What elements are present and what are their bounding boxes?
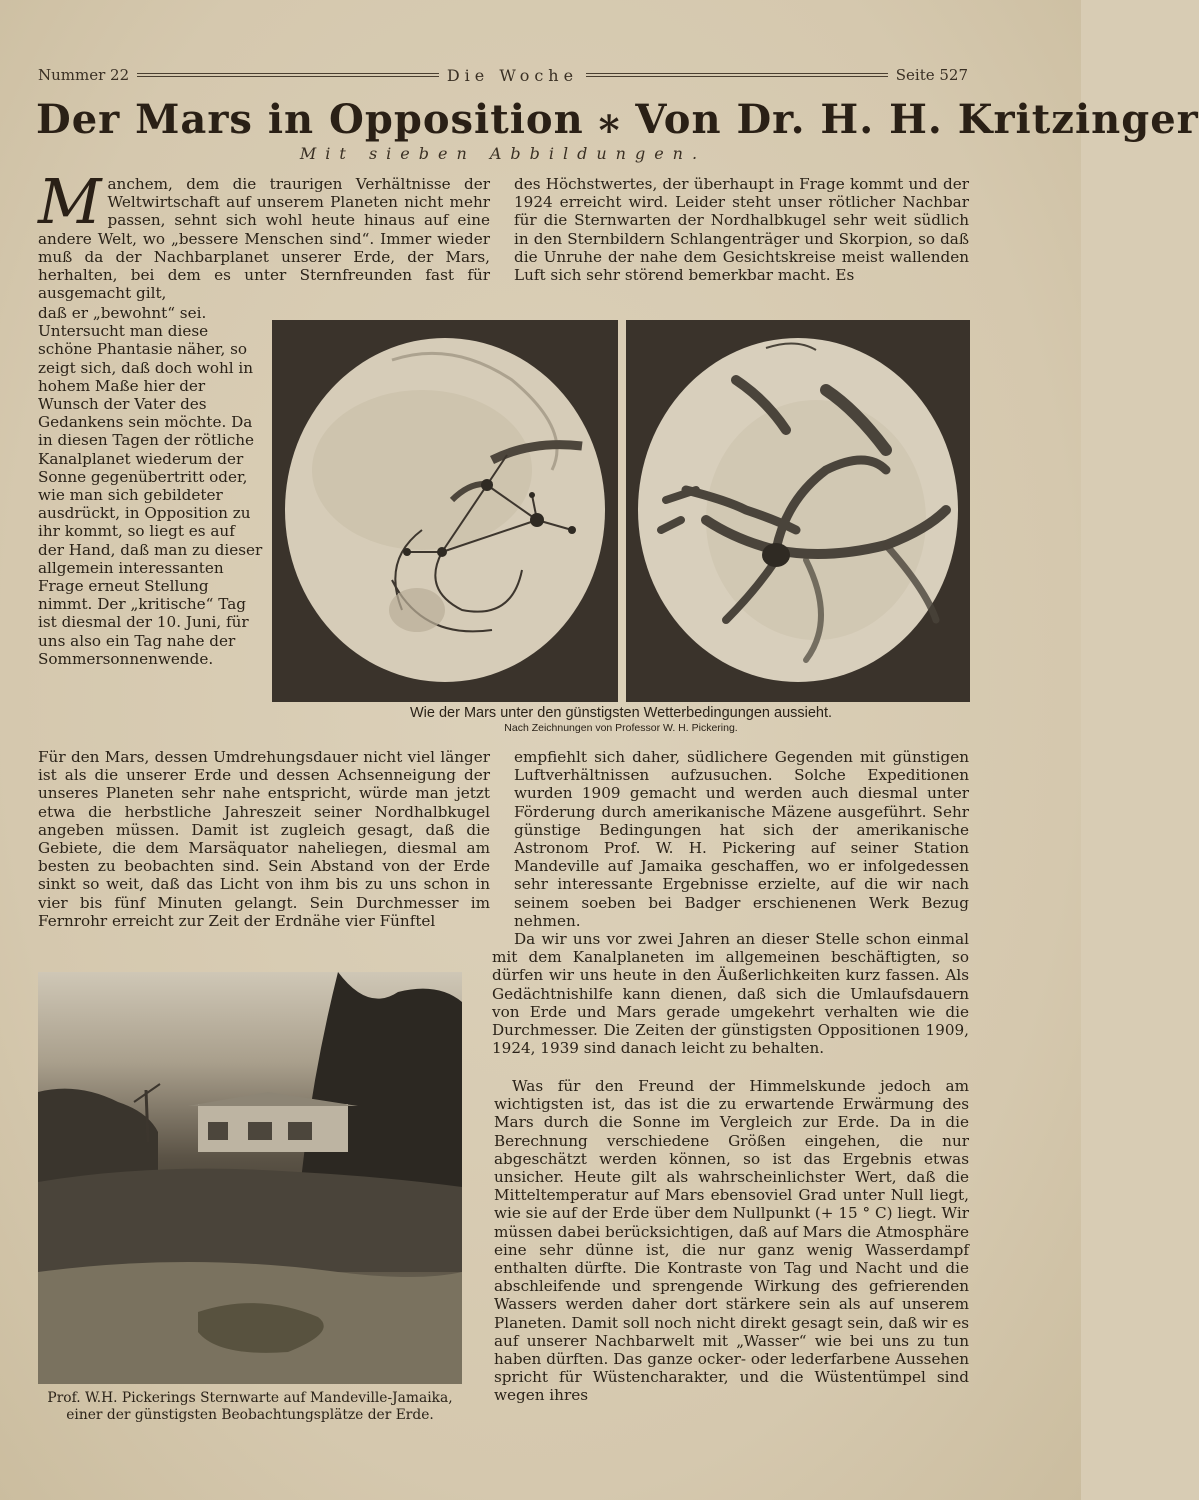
observatory-photo-svg xyxy=(38,972,462,1384)
column-1-lower-text: Für den Mars, dessen Umdrehungsdauer nicht viel länger ist als die unserer Erde und dessen Achsenneigung der unseres Planeten sehr nahe entspricht, würde man jetzt etwa die herbstliche Jahreszeit seiner Nordhalbkugel angeben müssen. Damit ist zugleich gesagt, daß die Gebiete, die dem Marsäquator naheliegen, diesmal am besten zu beobachten sind. Sein Abstand von der Erde sinkt so weit, daß das Licht von ihm bis zu uns schon in vier bis fünf Minuten gelangt. Sein Durchmesser im Fernrohr erreicht zur Zeit der Erdnähe vier Fünftel xyxy=(38,748,490,930)
header-rule-right xyxy=(586,73,888,77)
header-rule-left xyxy=(137,73,439,77)
mars-drawing-right xyxy=(626,320,970,702)
mars-disc-right-svg xyxy=(626,320,970,702)
page-number: Seite 527 xyxy=(895,66,969,84)
observatory-photo xyxy=(38,972,462,1384)
photo-caption-line-2: einer der günstigsten Beobachtungsplätze der Erde. xyxy=(66,1407,434,1423)
column-2-lower-text xyxy=(494,1077,969,1405)
column-1-intro xyxy=(38,165,490,303)
photo-caption xyxy=(30,1390,470,1424)
running-header xyxy=(38,64,968,86)
paragraph-canal-planet: Da wir uns vor zwei Jahren an dieser Stelle schon einmal mit dem Kanalplaneten im allgemeinen beschäftigten, so dürfen wir uns heute in den Äußerlichkeiten kurz fassen. Als Gedächtnishilfe kann dienen, daß sich die Umlaufsdauern von Erde und Mars gerade umgekehrt verhalten wie die Durchmesser. Die Zeiten der günstigsten Oppositionen 1909, 1924, 1939 sind danach leicht zu behalten. xyxy=(492,930,969,1058)
magazine-name: Die Woche xyxy=(446,65,579,85)
intro-text: anchem, dem die traurigen Verhältnisse der Weltwirtschaft auf unserem Planeten nicht mehr passen, sehnt sich wohl heute hinaus auf eine andere Welt, wo „bessere Menschen sind“. Immer wieder muß da der Nachbarplanet unserer Erde, der Mars, herhalten, bei dem es unter Sternfreunden fast für ausgemacht gilt, xyxy=(38,175,490,303)
mars-figure-caption: Wie der Mars unter den günstigsten Wetterbedingungen aussieht. xyxy=(409,705,833,721)
mars-disc-left-svg xyxy=(272,320,618,702)
article-subtitle: Mit sieben Abbildungen. xyxy=(299,144,707,163)
column-2-top-text: des Höchstwertes, der überhaupt in Frage kommt und der 1924 erreicht wird. Leider steht unser rötlicher Nachbar für die Sternwarten der Nordhalbkugel sehr weit südlich in den Sternbildern Schlangenträger und Skorpion, so daß die Unruhe der nahe dem Gesichtskreise meist wallenden Luft sich sehr störend bemerkbar macht. Es xyxy=(514,175,969,285)
mars-figure-credit: Nach Zeichnungen von Professor W. H. Pickering. xyxy=(504,722,738,734)
mars-drawing-left xyxy=(272,320,618,702)
drop-cap: M xyxy=(38,165,102,238)
column-1-narrow-text: daß er „bewohnt“ sei. Untersucht man diese schöne Phantasie näher, so zeigt sich, daß doch wohl in hohem Maße hier der Wunsch der Vater des Gedankens sein möchte. Da in diesen Tagen der rötliche Kanalplanet wiederum der Sonne gegenübertritt oder, wie man sich gebildeter ausdrückt, in Opposition zu ihr kommt, so liegt es auf der Hand, daß man zu dieser allgemein interessanten Frage erneut Stellung nimmt. Der „kritische“ Tag ist diesmal der 10. Juni, für uns also ein Tag nahe der Sommersonnenwende. xyxy=(38,304,263,668)
column-2-middle-text xyxy=(492,748,969,1058)
issue-number: Nummer 22 xyxy=(38,66,130,84)
paragraph-expeditions: empfiehlt sich daher, südlichere Gegenden mit günstigen Luftverhältnissen aufzusuchen. Solche Expeditionen wurden 1909 gemacht und werden auch diesmal unter Förderung durch amerikanische Mäzene ausgeführt. Sehr günstige Bedingungen hat sich der amerikanische Astronom Prof. W. H. Pickering auf seiner Station Mandeville auf Jamaika geschaffen, wo er infolgedessen sehr interessante Ergebnisse erzielte, auf die wir nach seinem soeben bei Badger erschienenen Werk Bezug nehmen. xyxy=(514,748,969,930)
paragraph-temperature: Was für den Freund der Himmelskunde jedoch am wichtigsten ist, das ist die zu erwartende Erwärmung des Mars durch die Sonne im Vergleich zur Erde. Da in die Berechnung verschiedene Größen eingehen, die nur abgeschätzt werden können, so ist das Ergebnis etwas unsicher. Heute gilt als wahrscheinlichster Wert, daß die Mitteltemperatur auf Mars ebensoviel Grad unter Null liegt, wie sie auf der Erde über dem Nullpunkt (+ 15 ° C) liegt. Wir müssen dabei berücksichtigen, daß auf Mars die Atmosphäre eine sehr dünne ist, die nur ganz wenig Wasserdampf enthalten dürfte. Die Kontraste von Tag und Nacht und die abschleifende und sprengende Wirkung des gefrierenden Wassers werden daher dort stärkere sein als auf unserem Planeten. Damit soll noch nicht direkt gesagt sein, daß wir es auf unserer Nachbarwelt mit „Wasser“ wie bei uns zu tun haben dürften. Das ganze ocker- oder lederfarbene Aussehen spricht für Wüstencharakter, und die Wüstentümpel sind wegen ihres xyxy=(494,1077,969,1405)
photo-caption-line-1: Prof. W.H. Pickerings Sternwarte auf Mandeville-Jamaika, xyxy=(47,1390,453,1406)
article-title: Der Mars in Opposition ⁎ Von Dr. H. H. Kritzinger xyxy=(36,96,1199,143)
